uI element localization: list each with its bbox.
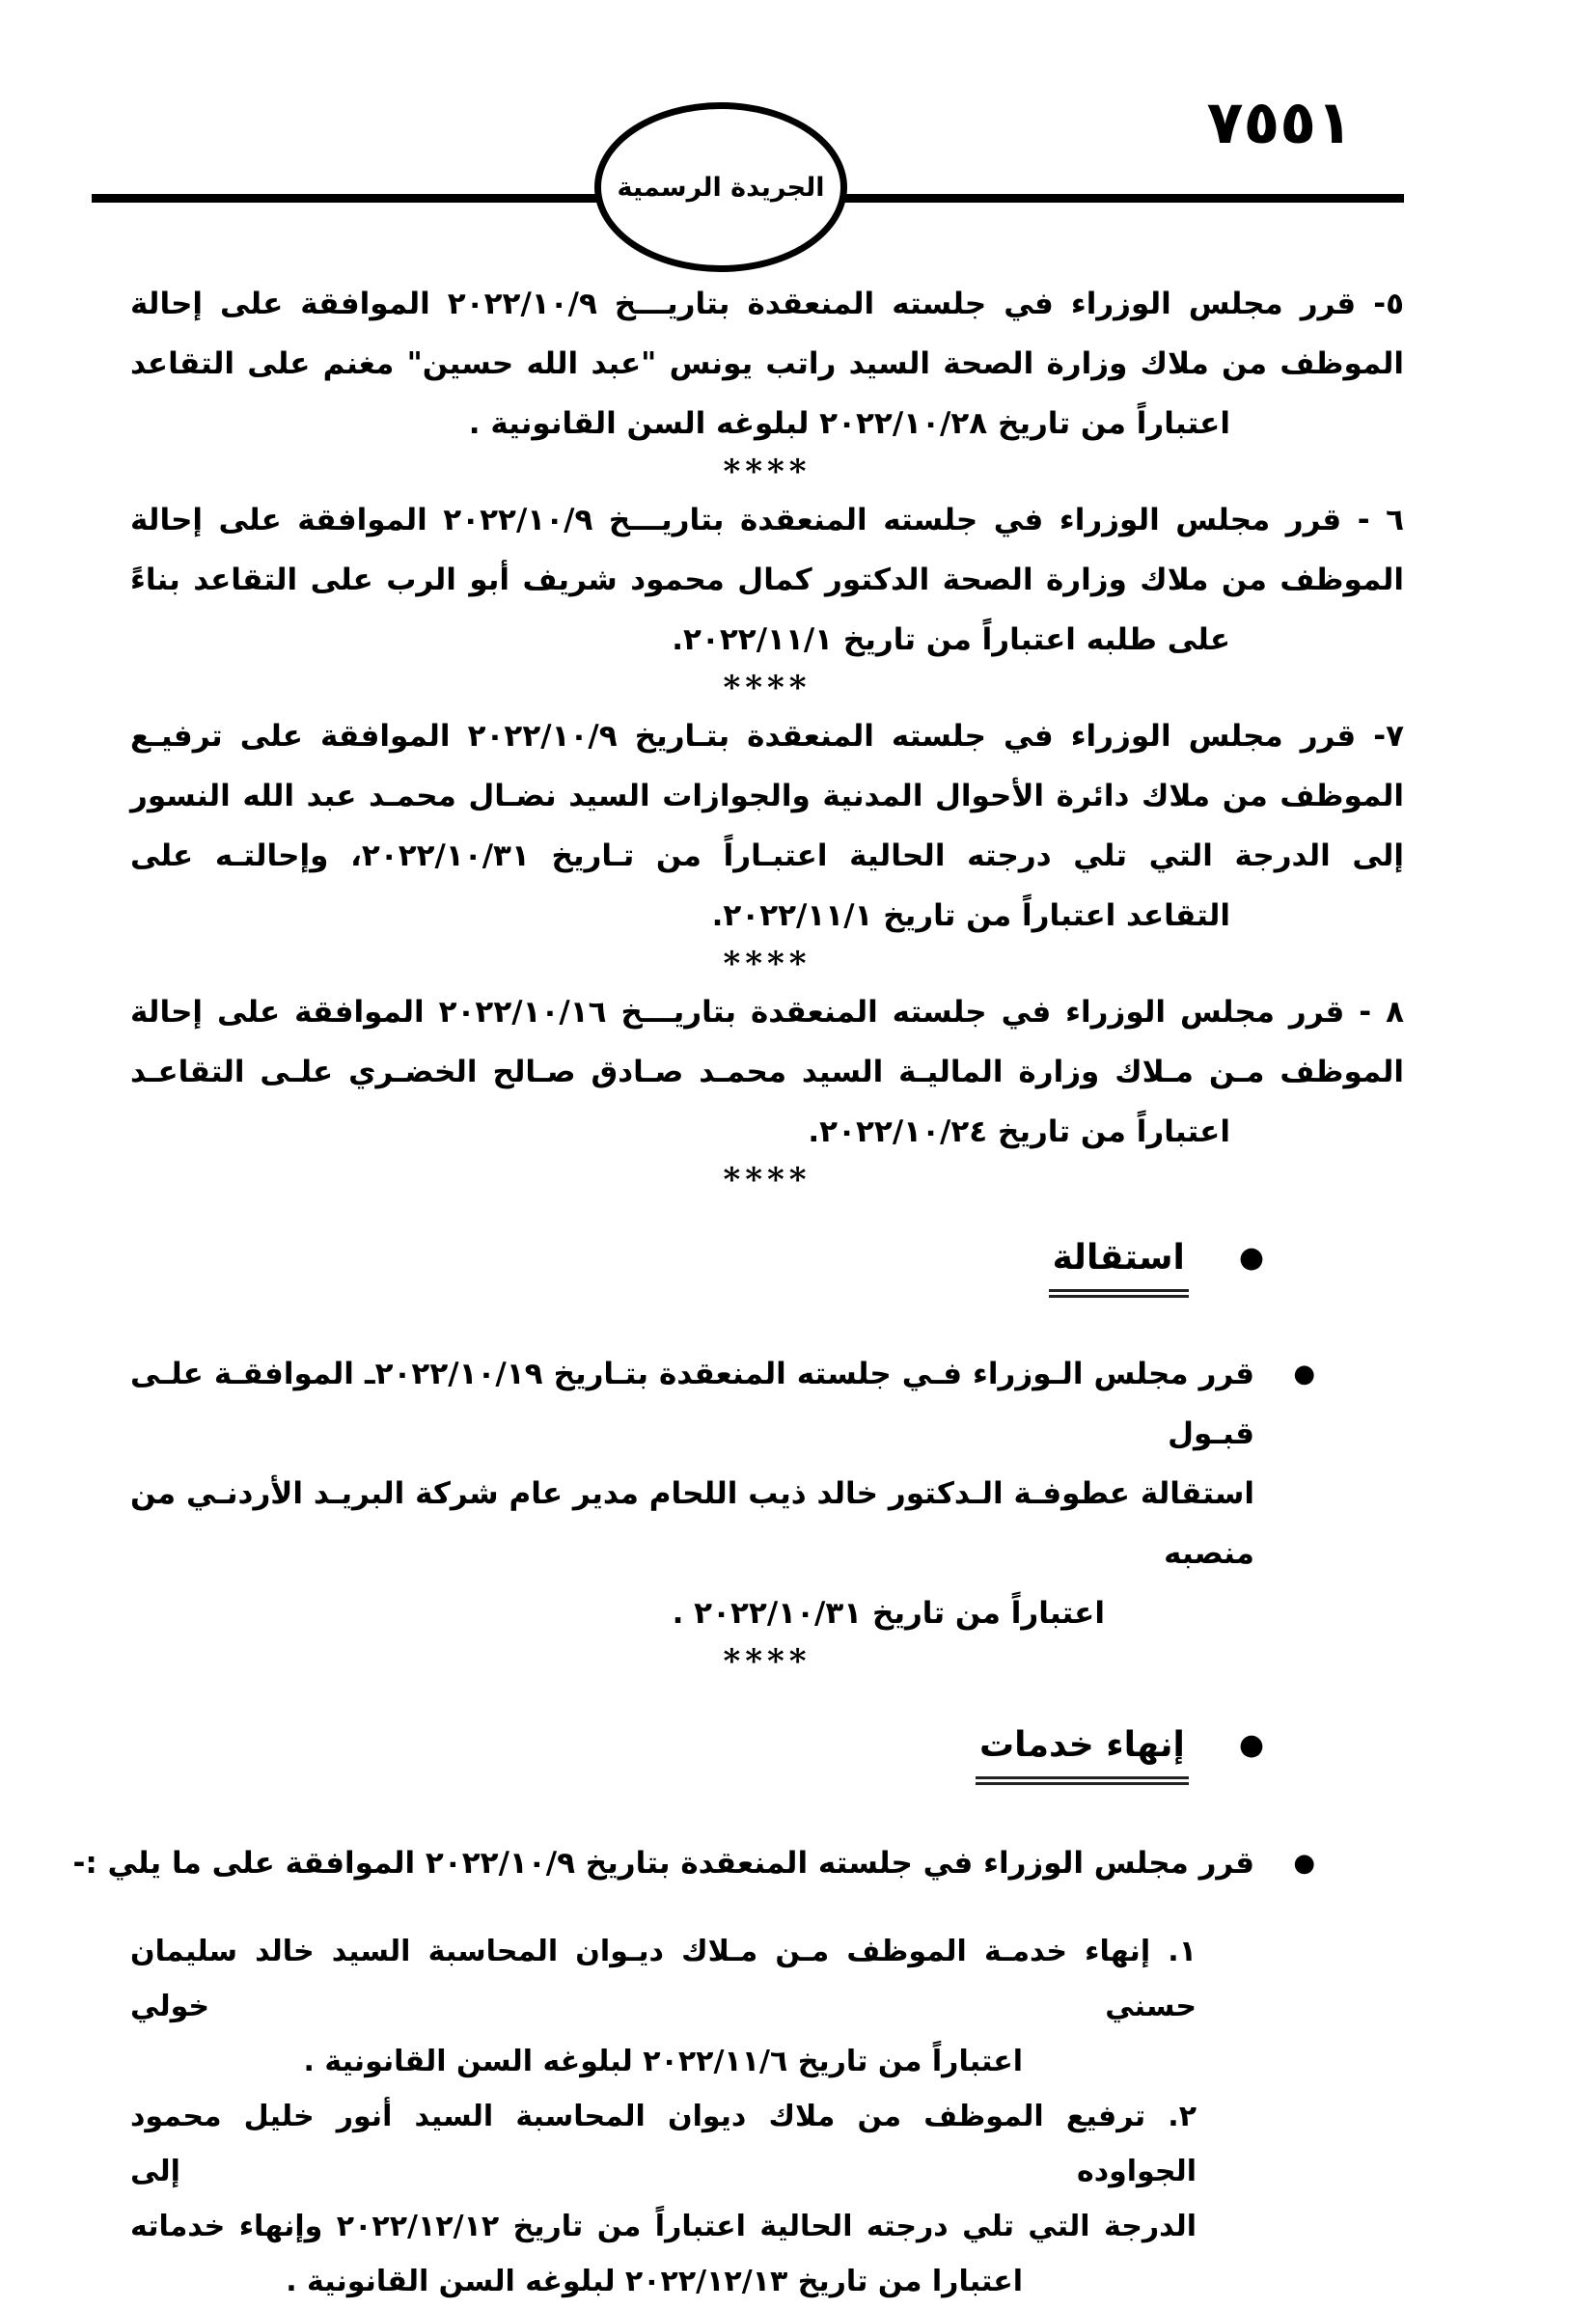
separator-asterisks: ****: [723, 1161, 812, 1199]
decision-line: الموظف مـن مـلاك وزارة الماليـة السيد محمـد صـادق صـالح الخضـري علـى التقاعـد: [130, 1055, 1404, 1089]
page-number: ٧٥٥١: [1206, 87, 1353, 157]
decision-line: الموظف من ملاك وزارة الصحة السيد راتب يونس "عبد الله حسين" مغنم على التقاعد: [130, 346, 1404, 381]
decision-line: التقاعد اعتباراً من تاريخ ٢٠٢٢/١١/١.: [711, 898, 1230, 933]
separator-asterisks: ****: [723, 945, 812, 983]
decision-line: على طلبه اعتباراً من تاريخ ٢٠٢٢/١١/١.: [672, 622, 1230, 657]
section-title-termination: إنهاء خدمات: [976, 1724, 1189, 1785]
section-termination-header: [130, 1724, 1404, 1785]
section-resignation-header: [130, 1237, 1404, 1298]
decision-line: اعتباراً من تاريخ ٢٠٢٢/١٠/٢٤.: [808, 1114, 1230, 1149]
decision-line: ٧- قرر مجلس الوزراء في جلسته المنعقدة بتـاريخ ٢٠٢٢/١٠/٩ الموافقة على ترفيـع: [130, 719, 1404, 754]
list-item-line: ٢. ترفيع الموظف من ملاك ديوان المحاسبة السيد أنور خليل محمود الجواوده إلى: [130, 2100, 1197, 2188]
list-item-line: الدرجة التي تلي درجته الحالية اعتباراً من تاريخ ٢٠٢٢/١٢/١٢ وإنهاء خدماته: [130, 2210, 1197, 2243]
termination-intro: [72, 1833, 1404, 1893]
section-title-resignation: استقالة: [1049, 1237, 1189, 1298]
separator-asterisks: ****: [723, 453, 812, 491]
bullet-icon: ●: [1293, 1360, 1315, 1388]
separator-asterisks: ****: [723, 669, 812, 707]
decision-line: الموظف من ملاك وزارة الصحة الدكتور كمال محمود شريف أبو الرب على التقاعد بناءً: [130, 563, 1404, 597]
list-item-line: ١. إنهاء خدمـة الموظف مـن مـلاك ديـوان المحاسبة السيد خالد سليمان حسني خولي: [130, 1935, 1197, 2023]
paragraph-line: قرر مجلس الـوزراء فـي جلسته المنعقدة بتـاريخ ٢٠٢٢/١٠/١٩ـ الموافقـة علـى قبـول: [130, 1357, 1254, 1451]
decision-item-5: [130, 274, 1404, 454]
decision-line: ٥- قرر مجلس الوزراء في جلسته المنعقدة بتاريـــخ ٢٠٢٢/١٠/٩ الموافقة على إحالة: [130, 287, 1404, 321]
bullet-icon: ●: [1293, 1849, 1315, 1878]
decision-item-7: [130, 706, 1404, 946]
gazette-title: الجريدة الرسمية: [617, 172, 825, 203]
list-item-1: [130, 1924, 1404, 2089]
resignation-paragraph: [130, 1344, 1404, 1643]
decision-line: الموظف من ملاك دائرة الأحوال المدنية والجوازات السيد نضـال محمـد عبد الله النسور: [130, 779, 1404, 813]
paragraph-line: قرر مجلس الوزراء في جلسته المنعقدة بتاريخ ٢٠٢٢/١٠/٩ الموافقة على ما يلي :-: [72, 1846, 1254, 1881]
list-item-line: اعتباراً من تاريخ ٢٠٢٢/١١/٦ لبلوغه السن القانونية .: [303, 2045, 1023, 2078]
list-item-line: اعتبارا من تاريخ ٢٠٢٢/١٢/١٣ لبلوغه السن القانونية .: [286, 2265, 1023, 2298]
gazette-seal: [594, 102, 847, 272]
decision-item-6: [130, 490, 1404, 670]
paragraph-line: استقالة عطوفـة الـدكتور خالد ذيب اللحام مدير عام شركة البريـد الأردنـي من منصبه: [130, 1476, 1254, 1571]
decision-line: ٦ - قرر مجلس الوزراء في جلسته المنعقدة بتاريـــخ ٢٠٢٢/١٠/٩ الموافقة على إحالة: [130, 503, 1405, 537]
decision-line: ٨ - قرر مجلس الوزراء في جلسته المنعقدة بتاريـــخ ٢٠٢٢/١٠/١٦ الموافقة على إحالة: [130, 995, 1404, 1030]
separator-asterisks: ****: [723, 1642, 812, 1681]
bullet-icon: ●: [1238, 1241, 1264, 1275]
decision-line: إلى الدرجة التي تلي درجته الحالية اعتبـاراً من تـاريخ ٢٠٢٢/١٠/٣١، وإحالتـه على: [130, 838, 1405, 873]
list-item-2: [130, 2089, 1404, 2309]
decision-item-8: [130, 982, 1404, 1162]
bullet-icon: ●: [1238, 1728, 1264, 1762]
paragraph-line: اعتباراً من تاريخ ٢٠٢٢/١٠/٣١ .: [672, 1596, 1105, 1631]
decision-line: اعتباراً من تاريخ ٢٠٢٢/١٠/٢٨ لبلوغه السن القانونية .: [468, 406, 1230, 441]
page-content: [72, 274, 1405, 2309]
